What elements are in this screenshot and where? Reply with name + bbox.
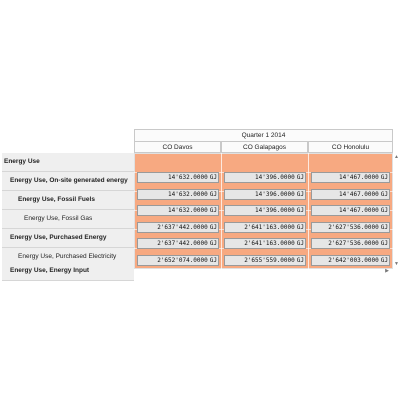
value-cell[interactable] — [137, 172, 219, 183]
value-cell[interactable] — [137, 222, 219, 233]
cell-unit: GJ — [209, 224, 217, 231]
row-label-purchased-electricity: Energy Use, Purchased Electricity — [2, 248, 134, 267]
column-header-co-davos[interactable]: CO Davos — [134, 141, 221, 153]
cell-value: 2'641'163.0000 — [244, 240, 295, 247]
cell-value: 14'467.0000 — [339, 174, 379, 181]
cell-unit: GJ — [296, 207, 304, 214]
cell-value: 2'642'003.0000 — [328, 257, 379, 264]
cell-value: 14'396.0000 — [255, 207, 295, 214]
value-cell[interactable] — [224, 189, 306, 200]
cell-unit: GJ — [380, 174, 388, 181]
cell-unit: GJ — [209, 174, 217, 181]
cell-unit: GJ — [380, 191, 388, 198]
value-cell[interactable] — [137, 238, 219, 249]
cell-unit: GJ — [296, 257, 304, 264]
value-cell[interactable] — [311, 205, 390, 216]
row-label-fossil-fuels: Energy Use, Fossil Fuels — [2, 191, 134, 210]
period-header: Quarter 1 2014 — [134, 129, 393, 141]
cell-unit: GJ — [296, 174, 304, 181]
cell-value: 2'627'536.0000 — [328, 240, 379, 247]
cell-unit: GJ — [380, 207, 388, 214]
cell-value: 14'467.0000 — [339, 191, 379, 198]
cell-value: 14'632.0000 — [168, 174, 208, 181]
cell-value: 2'641'163.0000 — [244, 224, 295, 231]
value-cell[interactable] — [137, 205, 219, 216]
column-divider — [221, 153, 222, 269]
value-cell[interactable] — [311, 189, 390, 200]
cell-unit: GJ — [209, 240, 217, 247]
vertical-scrollbar[interactable] — [393, 153, 398, 269]
value-cell[interactable] — [137, 189, 219, 200]
cell-unit: GJ — [296, 240, 304, 247]
cell-value: 2'652'074.0000 — [157, 257, 208, 264]
cell-value: 14'467.0000 — [339, 207, 379, 214]
cell-unit: GJ — [296, 224, 304, 231]
cell-value: 2'627'536.0000 — [328, 224, 379, 231]
value-cell[interactable] — [224, 255, 306, 266]
cell-unit: GJ — [209, 191, 217, 198]
row-label-energy-use: Energy Use — [2, 153, 134, 172]
scroll-right-arrow-icon[interactable]: ▶ — [385, 268, 389, 274]
cell-value: 2'637'442.0000 — [157, 224, 208, 231]
column-header-co-honolulu[interactable]: CO Honolulu — [308, 141, 393, 153]
value-cell[interactable] — [311, 255, 390, 266]
cell-unit: GJ — [380, 257, 388, 264]
value-cell[interactable] — [311, 172, 390, 183]
cell-unit: GJ — [209, 207, 217, 214]
cell-unit: GJ — [380, 224, 388, 231]
cell-unit: GJ — [380, 240, 388, 247]
column-header-co-galapagos[interactable]: CO Galapagos — [221, 141, 308, 153]
value-cell[interactable] — [224, 205, 306, 216]
value-cell[interactable] — [224, 238, 306, 249]
cell-value: 2'655'559.0000 — [244, 257, 295, 264]
cell-unit: GJ — [209, 257, 217, 264]
scroll-down-arrow-icon[interactable]: ▼ — [394, 261, 399, 267]
row-label-energy-input: Energy Use, Energy Input — [2, 262, 134, 281]
row-label-on-site-generated-energy: Energy Use, On-site generated energy — [2, 172, 134, 191]
cell-value: 14'396.0000 — [255, 174, 295, 181]
cell-value: 14'632.0000 — [168, 207, 208, 214]
cell-value: 2'637'442.0000 — [157, 240, 208, 247]
cell-value: 14'396.0000 — [255, 191, 295, 198]
row-label-purchased-energy: Energy Use, Purchased Energy — [2, 229, 134, 248]
column-divider — [308, 153, 309, 269]
row-label-fossil-gas: Energy Use, Fossil Gas — [2, 210, 134, 229]
value-cell[interactable] — [224, 172, 306, 183]
cell-unit: GJ — [296, 191, 304, 198]
value-cell[interactable] — [311, 222, 390, 233]
value-cell[interactable] — [137, 255, 219, 266]
value-cell[interactable] — [224, 222, 306, 233]
scroll-up-arrow-icon[interactable]: ▲ — [394, 154, 399, 160]
cell-value: 14'632.0000 — [168, 191, 208, 198]
value-cell[interactable] — [311, 238, 390, 249]
